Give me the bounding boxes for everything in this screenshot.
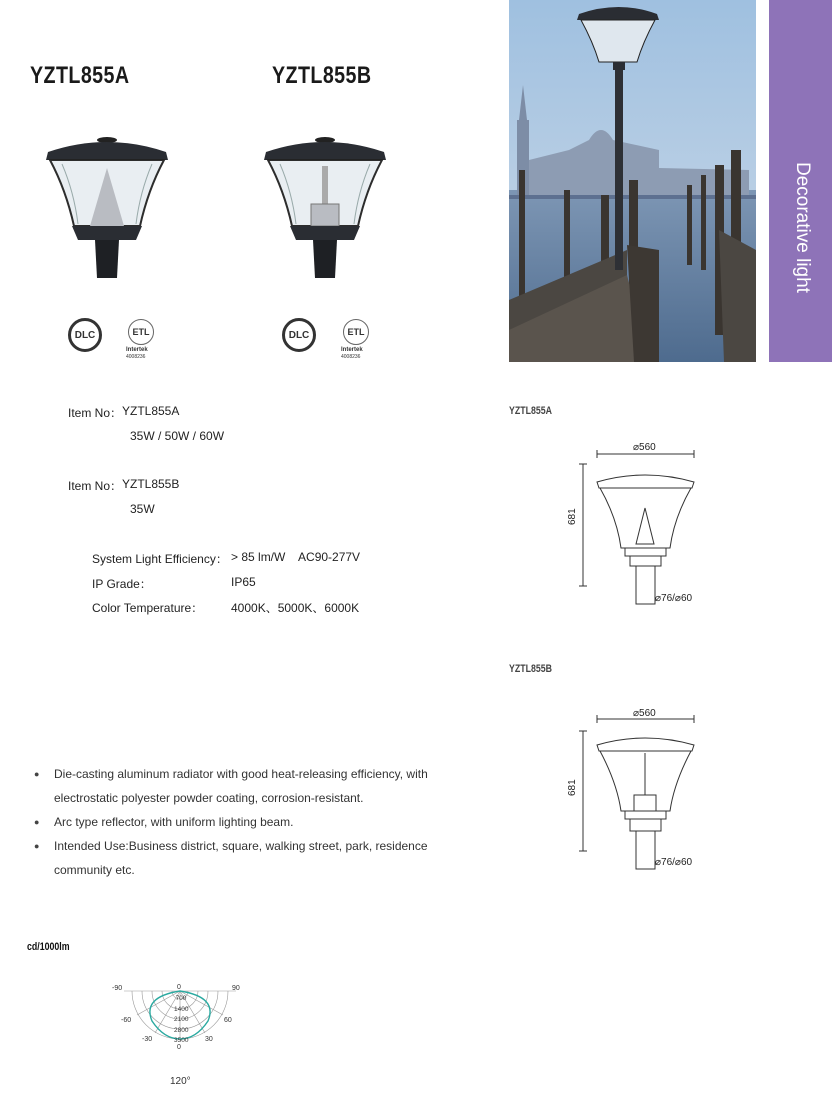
sidebar-title: Decorative light [792, 162, 813, 293]
intertek-number-b: 4008236 [341, 354, 361, 360]
polar-label-right-bot: 30 [205, 1036, 213, 1043]
lamp-a-image [40, 130, 175, 280]
power-a: 35W / 50W / 60W [130, 429, 225, 443]
spec-value-cct: 4000K、5000K、6000K [231, 601, 360, 615]
polar-label-right-mid: 60 [224, 1017, 232, 1024]
polar-label-right-top: 90 [232, 985, 240, 992]
etl-badge-b: ETL [343, 319, 369, 345]
model-title-b: YZTL855B [272, 62, 372, 89]
polar-label-top: 0 [177, 984, 181, 991]
item-no-a: YZTL855A [122, 404, 180, 418]
model-title-a: YZTL855A [30, 62, 130, 89]
polar-label-bottom: 0 [177, 1044, 181, 1051]
drawing-width-a: ⌀560 [633, 442, 656, 453]
spec-label-efficiency: System Light Efficiency： [92, 552, 228, 566]
ring-label: 3500 [174, 1037, 189, 1044]
ring-label: 1400 [174, 1005, 189, 1013]
feature-list [34, 762, 434, 882]
item-no-label-a: Item No： [68, 406, 123, 420]
polar-label-left-bot: -30 [142, 1036, 153, 1043]
intertek-label-a: Intertek [126, 347, 148, 353]
venice-photo [509, 0, 756, 362]
drawing-height-b: 681 [567, 779, 578, 796]
drawing-height-a: 681 [567, 508, 578, 525]
dimension-drawing-b [570, 705, 720, 875]
ring-label: 700 [175, 995, 187, 1002]
photometry-unit-label: cd/1000lm [27, 941, 70, 953]
spec-label-ip: IP Grade： [92, 577, 152, 591]
intertek-label-b: Intertek [341, 347, 363, 353]
spec-value-ip: IP65 [231, 575, 256, 589]
polar-label-left-mid: -60 [121, 1017, 132, 1024]
dlc-badge-b: DLC [282, 318, 316, 352]
spec-label-cct: Color Temperature： [92, 601, 204, 615]
drawing-width-b: ⌀560 [633, 708, 656, 719]
ring-label: 2800 [174, 1026, 189, 1034]
power-b: 35W [130, 502, 155, 516]
beam-angle: 120° [170, 1076, 191, 1087]
ring-label: 2100 [174, 1016, 189, 1023]
etl-badge-a: ETL [128, 319, 154, 345]
drawing-label-b: YZTL855B [509, 663, 553, 675]
lamp-b-image [258, 130, 393, 280]
spec-value-efficiency: > 85 lm/W AC90-277V [231, 550, 361, 564]
item-no-b: YZTL855B [122, 477, 180, 491]
drawing-base-a: ⌀76/⌀60 [655, 593, 693, 604]
dimension-drawing-a [570, 440, 720, 610]
dlc-badge-a: DLC [68, 318, 102, 352]
drawing-base-b: ⌀76/⌀60 [655, 857, 693, 868]
feature-item: ● Intended Use:Business district, square, walking street, park, residence community etc. [34, 834, 434, 882]
polar-label-left-top: -90 [112, 985, 123, 992]
feature-item: ● Die-casting aluminum radiator with good heat-releasing efficiency, with electrostatic polyester powder coating, corrosion-resistant. [34, 762, 434, 810]
polar-ring-labels [174, 994, 188, 1047]
item-no-label-b: Item No： [68, 479, 123, 493]
intertek-number-a: 4008236 [126, 354, 146, 360]
drawing-label-a: YZTL855A [509, 405, 553, 417]
feature-item: ● Arc type reflector, with uniform lighting beam. [34, 810, 434, 834]
